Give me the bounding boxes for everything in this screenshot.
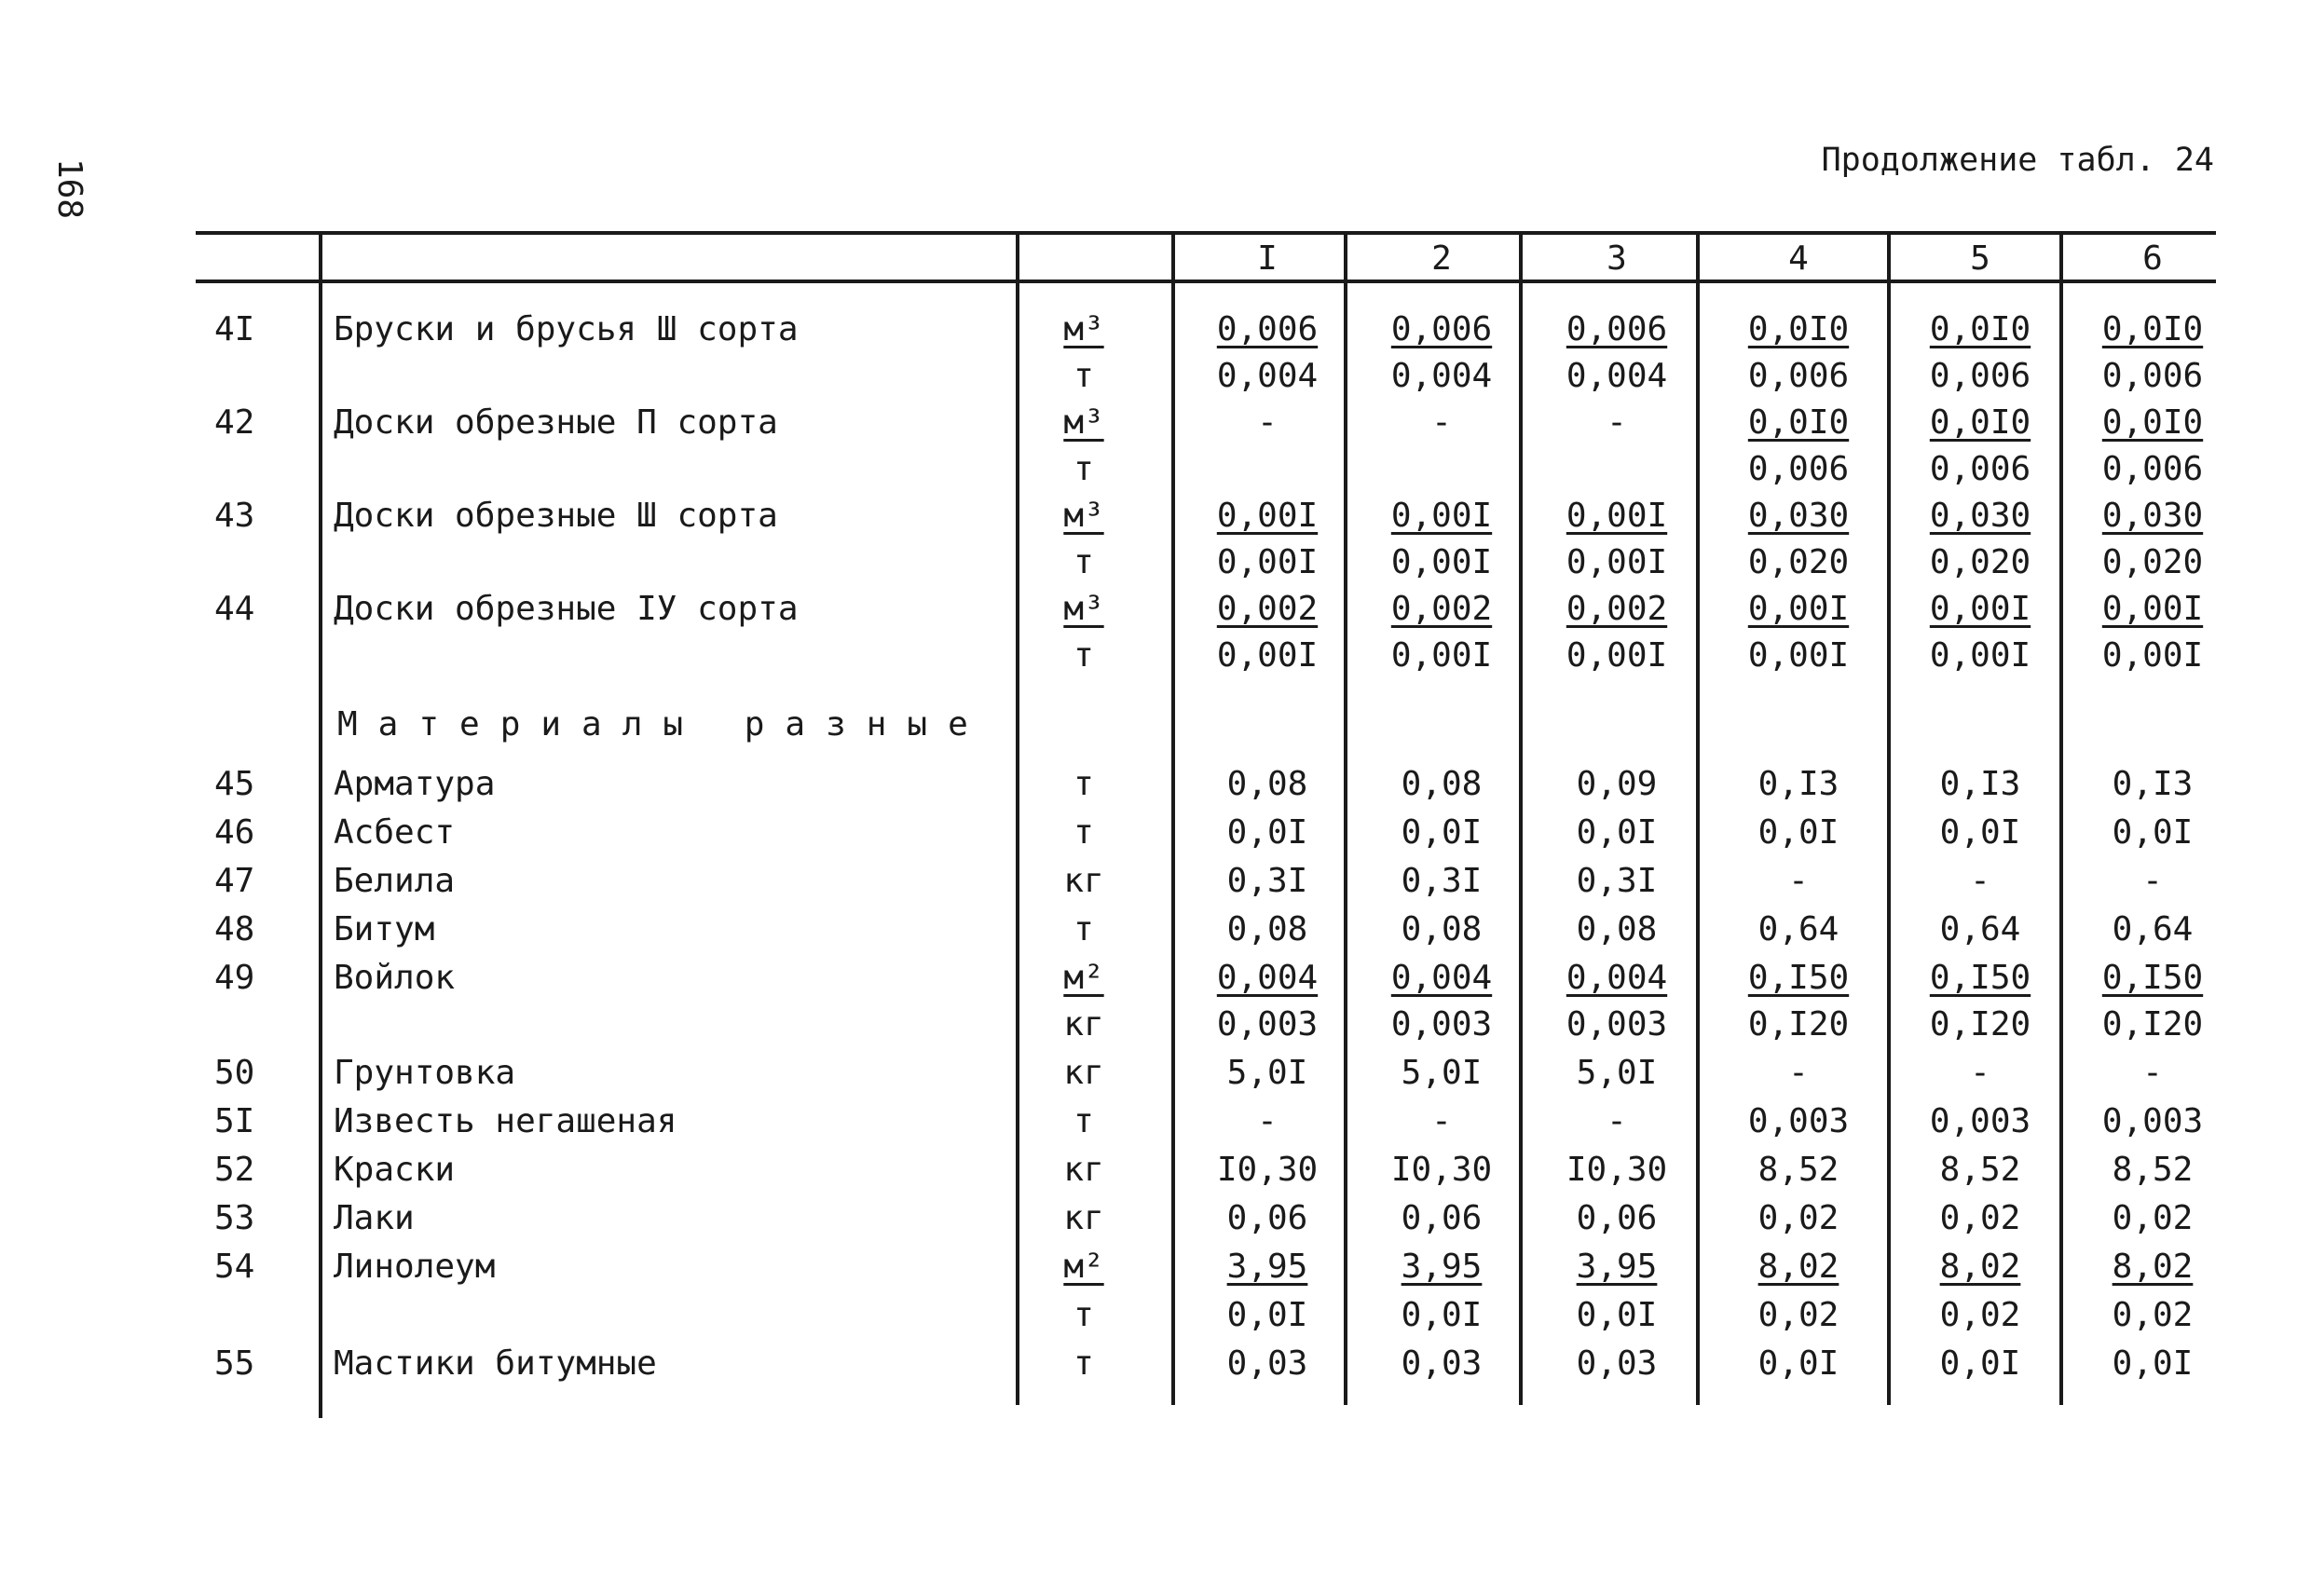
value-cell: 0,030 (1747, 497, 1850, 535)
row-number: 45 (214, 765, 255, 803)
value-cell: 0,08 (1401, 765, 1483, 803)
value-cell: - (2142, 862, 2163, 900)
table-top-rule (196, 231, 2216, 235)
column-divider (1344, 233, 1347, 1405)
value-cell: 0,00I (1566, 543, 1668, 581)
value-cell: 0,0I (2112, 1344, 2194, 1383)
value-cell: 0,004 (1216, 357, 1319, 395)
value-cell: 0,3I (1401, 862, 1483, 900)
row-number: 52 (214, 1151, 255, 1189)
value-cell: - (1788, 862, 1809, 900)
value-cell: 0,002 (1390, 590, 1493, 628)
value-cell: 0,006 (1747, 450, 1850, 488)
column-header: 5 (1970, 239, 1990, 278)
row-number: 48 (214, 910, 255, 948)
value-cell: 5,0I (1226, 1054, 1308, 1092)
value-cell: 0,06 (1401, 1199, 1483, 1237)
value-cell: 0,08 (1226, 765, 1308, 803)
value-cell: 0,0I (1757, 813, 1839, 852)
material-name: Известь негашеная (334, 1102, 677, 1140)
unit: т (1073, 543, 1094, 581)
material-name: Лаки (334, 1199, 415, 1237)
value-cell: - (1431, 1102, 1452, 1140)
unit: т (1073, 450, 1094, 488)
section-heading: Материалы разные (337, 705, 989, 743)
table-header-rule (196, 280, 2216, 283)
value-cell: 0,0I (1401, 1296, 1483, 1334)
value-cell: 0,004 (1566, 959, 1668, 997)
value-cell: - (1970, 1054, 1990, 1092)
value-cell: - (1257, 1102, 1278, 1140)
value-cell: - (1257, 403, 1278, 442)
value-cell: 0,006 (2101, 357, 2204, 395)
unit: м³ (1063, 497, 1104, 535)
column-divider (1016, 233, 1019, 1405)
value-cell: I0,30 (1390, 1151, 1493, 1189)
column-header: I (1257, 239, 1278, 278)
unit: кг (1063, 1199, 1104, 1237)
unit: м² (1063, 959, 1104, 997)
value-cell: 0,08 (1576, 910, 1658, 948)
column-divider (1887, 233, 1891, 1405)
value-cell: 0,06 (1576, 1199, 1658, 1237)
value-cell: - (1607, 403, 1627, 442)
column-divider (319, 233, 322, 1418)
value-cell: 0,0I0 (2101, 403, 2204, 442)
value-cell: 0,0I (1576, 813, 1658, 852)
column-header: 2 (1431, 239, 1452, 278)
value-cell: 0,00I (1566, 636, 1668, 675)
value-cell: 0,I50 (1747, 959, 1850, 997)
value-cell: 0,I3 (1757, 765, 1839, 803)
value-cell: 0,0I0 (1929, 403, 2031, 442)
material-name: Грунтовка (334, 1054, 516, 1092)
material-name: Доски обрезные П сорта (334, 403, 778, 442)
material-name: Битум (334, 910, 435, 948)
row-number: 53 (214, 1199, 255, 1237)
value-cell: 0,0I (1226, 1296, 1308, 1334)
value-cell: 0,0I (1939, 1344, 2021, 1383)
value-cell: 0,I20 (2101, 1005, 2204, 1044)
value-cell: 0,02 (2112, 1296, 2194, 1334)
column-divider (1696, 233, 1700, 1405)
value-cell: 0,03 (1576, 1344, 1658, 1383)
value-cell: 0,02 (1939, 1296, 2021, 1334)
value-cell: 0,00I (1390, 497, 1493, 535)
value-cell: I0,30 (1566, 1151, 1668, 1189)
value-cell: 0,006 (1216, 310, 1319, 348)
unit: м³ (1063, 310, 1104, 348)
unit: м³ (1063, 590, 1104, 628)
value-cell: 0,00I (1747, 590, 1850, 628)
value-cell: 5,0I (1401, 1054, 1483, 1092)
row-number: 55 (214, 1344, 255, 1383)
value-cell: 0,020 (2101, 543, 2204, 581)
value-cell: - (1607, 1102, 1627, 1140)
value-cell: 0,002 (1216, 590, 1319, 628)
value-cell: 8,02 (1757, 1248, 1839, 1286)
row-number: 44 (214, 590, 255, 628)
value-cell: 0,006 (1929, 357, 2031, 395)
value-cell: 0,030 (2101, 497, 2204, 535)
value-cell: 0,004 (1566, 357, 1668, 395)
value-cell: 0,0I (1576, 1296, 1658, 1334)
value-cell: 0,03 (1401, 1344, 1483, 1383)
material-name: Мастики битумные (334, 1344, 657, 1383)
value-cell: 0,003 (2101, 1102, 2204, 1140)
unit: м³ (1063, 403, 1104, 442)
value-cell: 0,006 (1390, 310, 1493, 348)
value-cell: 0,0I (1757, 1344, 1839, 1383)
value-cell: 8,52 (2112, 1151, 2194, 1189)
row-number: 42 (214, 403, 255, 442)
column-header: 6 (2142, 239, 2163, 278)
value-cell: 0,00I (2101, 636, 2204, 675)
value-cell: I0,30 (1216, 1151, 1319, 1189)
value-cell: 0,0I (1939, 813, 2021, 852)
column-header: 3 (1607, 239, 1627, 278)
value-cell: 0,06 (1226, 1199, 1308, 1237)
value-cell: 3,95 (1226, 1248, 1308, 1286)
value-cell: 8,02 (1939, 1248, 2021, 1286)
unit: т (1073, 1296, 1094, 1334)
unit: т (1073, 636, 1094, 675)
value-cell: 0,I20 (1747, 1005, 1850, 1044)
value-cell: 0,0I0 (1747, 403, 1850, 442)
value-cell: 0,003 (1216, 1005, 1319, 1044)
value-cell: 0,003 (1929, 1102, 2031, 1140)
value-cell: - (1788, 1054, 1809, 1092)
value-cell: 0,I50 (2101, 959, 2204, 997)
value-cell: 0,006 (2101, 450, 2204, 488)
unit: т (1073, 1102, 1094, 1140)
value-cell: 0,64 (1757, 910, 1839, 948)
row-number: 49 (214, 959, 255, 997)
material-name: Бруски и брусья Ш сорта (334, 310, 799, 348)
unit: т (1073, 357, 1094, 395)
unit: т (1073, 813, 1094, 852)
unit: кг (1063, 1054, 1104, 1092)
value-cell: 0,I50 (1929, 959, 2031, 997)
value-cell: 0,0I0 (2101, 310, 2204, 348)
material-name: Краски (334, 1151, 456, 1189)
material-name: Войлок (334, 959, 456, 997)
value-cell: 0,020 (1929, 543, 2031, 581)
unit: т (1073, 1344, 1094, 1383)
value-cell: 0,3I (1576, 862, 1658, 900)
value-cell: 0,00I (1216, 543, 1319, 581)
value-cell: 0,I3 (2112, 765, 2194, 803)
row-number: 43 (214, 497, 255, 535)
value-cell: 0,0I (2112, 813, 2194, 852)
row-number: 50 (214, 1054, 255, 1092)
value-cell: 0,00I (1390, 636, 1493, 675)
value-cell: 0,003 (1747, 1102, 1850, 1140)
value-cell: 0,0I0 (1747, 310, 1850, 348)
value-cell: - (1970, 862, 1990, 900)
value-cell: 0,006 (1747, 357, 1850, 395)
value-cell: - (1431, 403, 1452, 442)
value-cell: 0,0I (1401, 813, 1483, 852)
value-cell: 0,02 (1757, 1296, 1839, 1334)
value-cell: 0,004 (1216, 959, 1319, 997)
row-number: 54 (214, 1248, 255, 1286)
column-divider (2059, 233, 2063, 1405)
value-cell: 0,00I (1216, 636, 1319, 675)
material-name: Асбест (334, 813, 456, 852)
value-cell: 8,52 (1757, 1151, 1839, 1189)
value-cell: 0,00I (2101, 590, 2204, 628)
value-cell: 0,006 (1566, 310, 1668, 348)
value-cell: 0,003 (1390, 1005, 1493, 1044)
value-cell: 0,02 (1939, 1199, 2021, 1237)
value-cell: 0,020 (1747, 543, 1850, 581)
row-number: 47 (214, 862, 255, 900)
value-cell: 0,030 (1929, 497, 2031, 535)
value-cell: 0,03 (1226, 1344, 1308, 1383)
material-name: Белила (334, 862, 456, 900)
value-cell: 5,0I (1576, 1054, 1658, 1092)
value-cell: - (2142, 1054, 2163, 1092)
value-cell: 0,004 (1390, 959, 1493, 997)
value-cell: 0,004 (1390, 357, 1493, 395)
row-number: 5I (214, 1102, 255, 1140)
page-number: 168 (50, 158, 89, 220)
value-cell: 0,08 (1226, 910, 1308, 948)
value-cell: 0,02 (1757, 1199, 1839, 1237)
value-cell: 0,64 (2112, 910, 2194, 948)
value-cell: 0,00I (1216, 497, 1319, 535)
material-name: Доски обрезные Ш сорта (334, 497, 778, 535)
value-cell: 0,00I (1566, 497, 1668, 535)
value-cell: 0,00I (1747, 636, 1850, 675)
value-cell: 0,3I (1226, 862, 1308, 900)
unit: т (1073, 910, 1094, 948)
unit: м² (1063, 1248, 1104, 1286)
column-header: 4 (1788, 239, 1809, 278)
column-divider (1519, 233, 1523, 1405)
table-continuation-caption: Продолжение табл. 24 (1821, 142, 2214, 179)
material-name: Линолеум (334, 1248, 496, 1286)
value-cell: 8,52 (1939, 1151, 2021, 1189)
value-cell: 0,64 (1939, 910, 2021, 948)
column-divider (1171, 233, 1175, 1405)
value-cell: 0,I3 (1939, 765, 2021, 803)
value-cell: 0,08 (1401, 910, 1483, 948)
value-cell: 0,002 (1566, 590, 1668, 628)
value-cell: 0,00I (1390, 543, 1493, 581)
unit: кг (1063, 862, 1104, 900)
unit: т (1073, 765, 1094, 803)
value-cell: 0,02 (2112, 1199, 2194, 1237)
value-cell: 3,95 (1576, 1248, 1658, 1286)
material-name: Доски обрезные IУ сорта (334, 590, 799, 628)
value-cell: 0,006 (1929, 450, 2031, 488)
row-number: 4I (214, 310, 255, 348)
material-name: Арматура (334, 765, 496, 803)
unit: кг (1063, 1005, 1104, 1044)
row-number: 46 (214, 813, 255, 852)
unit: кг (1063, 1151, 1104, 1189)
value-cell: 0,0I0 (1929, 310, 2031, 348)
value-cell: 8,02 (2112, 1248, 2194, 1286)
value-cell: 0,003 (1566, 1005, 1668, 1044)
value-cell: 3,95 (1401, 1248, 1483, 1286)
value-cell: 0,I20 (1929, 1005, 2031, 1044)
value-cell: 0,0I (1226, 813, 1308, 852)
value-cell: 0,00I (1929, 590, 2031, 628)
value-cell: 0,09 (1576, 765, 1658, 803)
value-cell: 0,00I (1929, 636, 2031, 675)
